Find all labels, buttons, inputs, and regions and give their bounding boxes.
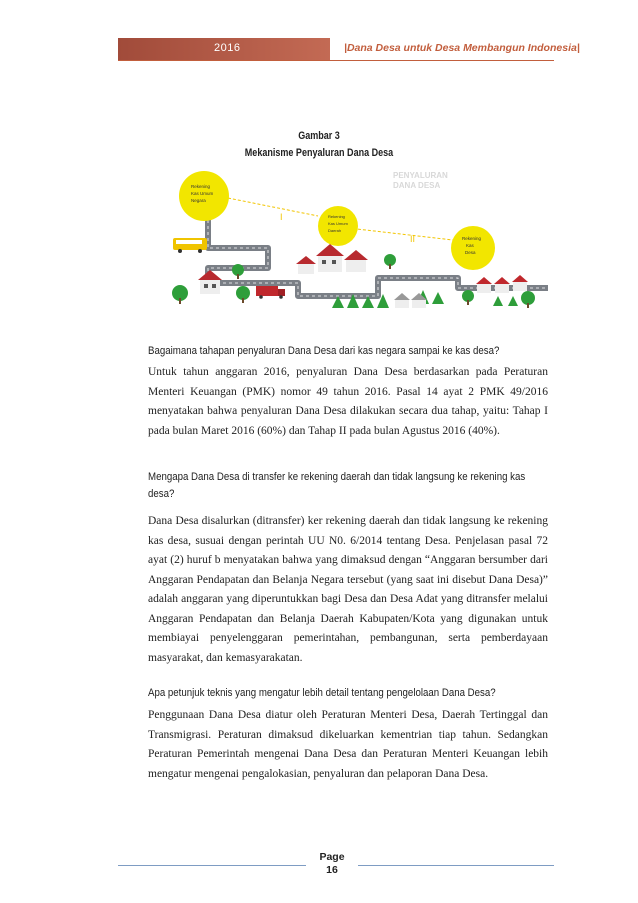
stage-label-1: I (280, 212, 283, 222)
page-header (118, 38, 580, 60)
node-kas-daerah (318, 206, 358, 246)
page-footer (306, 851, 358, 877)
node2-line1: Rekening (328, 214, 345, 219)
node2-line2: Kas Umum (328, 221, 348, 226)
page-number: 16 (326, 864, 338, 876)
node2-line3: Daerah (328, 228, 342, 233)
answer-1: Untuk tahun anggaran 2016, penyaluran Dana Desa berdasarkan pada Peraturan Menteri Keuangan (PMK) nomor 49 tahun 2016. Pasal 14 ayat 2 PMK 49/2016 menyatakan bahwa penyaluran Dana Desa dilakukan secara dua tahap, yaitu: Tahap I pada bulan Maret 2016 (60%) dan Tahap II pada bulan Agustus 2016 (40%). (148, 366, 548, 437)
header-title: |Dana Desa untuk Desa Membangun Indonesia| (344, 42, 580, 54)
header-year: 2016 (214, 42, 241, 54)
figure-caption: Mekanisme Penyaluran Dana Desa (244, 147, 394, 159)
node-kas-desa (451, 226, 495, 270)
node3-line1: Rekening (462, 236, 482, 241)
node1-line2: Kas Umum (191, 191, 214, 196)
banner-line-2: DANA DESA (393, 181, 441, 190)
answer-3: Penggunaan Dana Desa diatur oleh Peraturan Menteri Desa, Daerah Tertinggal dan Transmigrasi. Peraturan dimaksud dikeluarkan kementrian tiap tahun. Sedangkan Peraturan Pemerintah mengenai Dana Desa dan Peraturan Menteri Keuangan lebih mengatur mengenai pengalokasian, penyaluran dan pelaporan Dana Desa. (148, 709, 548, 780)
header-rule (118, 60, 554, 61)
question-3: Apa petunjuk teknis yang mengatur lebih detail tentang pengelolaan Dana Desa? (148, 687, 496, 699)
node-kas-negara (179, 171, 229, 221)
banner-line-1: PENYALURAN (393, 171, 448, 180)
node1-line3: Negara (191, 198, 206, 203)
flow-line-2 (348, 228, 453, 240)
node3-line2: Kas (466, 243, 474, 248)
stage-label-2: II (410, 234, 416, 244)
bus-icon (173, 238, 207, 253)
question-2: Mengapa Dana Desa di transfer ke rekening daerah dan tidak langsung ke rekening kas desa? (148, 471, 526, 500)
question-1: Bagaimana tahapan penyaluran Dana Desa dari kas negara sampai ke kas desa? (148, 345, 500, 357)
figure-label: Gambar 3 (298, 130, 340, 142)
answer-2: Dana Desa disalurkan (ditransfer) ker rekening daerah dan tidak langsung ke rekening kas desa, susuai dengan perintah UU N0. 6/2014 tentang Desa. Penjelasan pasal 72 ayat (2) huruf b menyatakan bahwa yang dimaksud dengan “Anggaran bersumber dari Anggaran Pendapatan dan Belanja Negara tersebut (yang saat ini disebut Dana Desa)” adalah anggaran yang diperuntukkan bagi Desa dan Desa Adat yang ditransfer melalui Anggaran Pendapatan dan Belanja Daerah Kabupaten/Kota yang digunakan untuk membiayai penyelenggaran pemerintahan, pembangunan, serta pemberdayaan masyarakat, dan kemasyarakatan. (148, 515, 548, 664)
truck-icon (256, 286, 285, 299)
flow-line-1 (228, 198, 318, 216)
node3-line3: Desa (465, 250, 476, 255)
footer-rule-left (118, 865, 306, 866)
footer-rule-right (358, 865, 554, 866)
node1-line1: Rekening (191, 184, 211, 189)
page-label: Page (319, 851, 345, 863)
disbursement-illustration (168, 168, 548, 318)
